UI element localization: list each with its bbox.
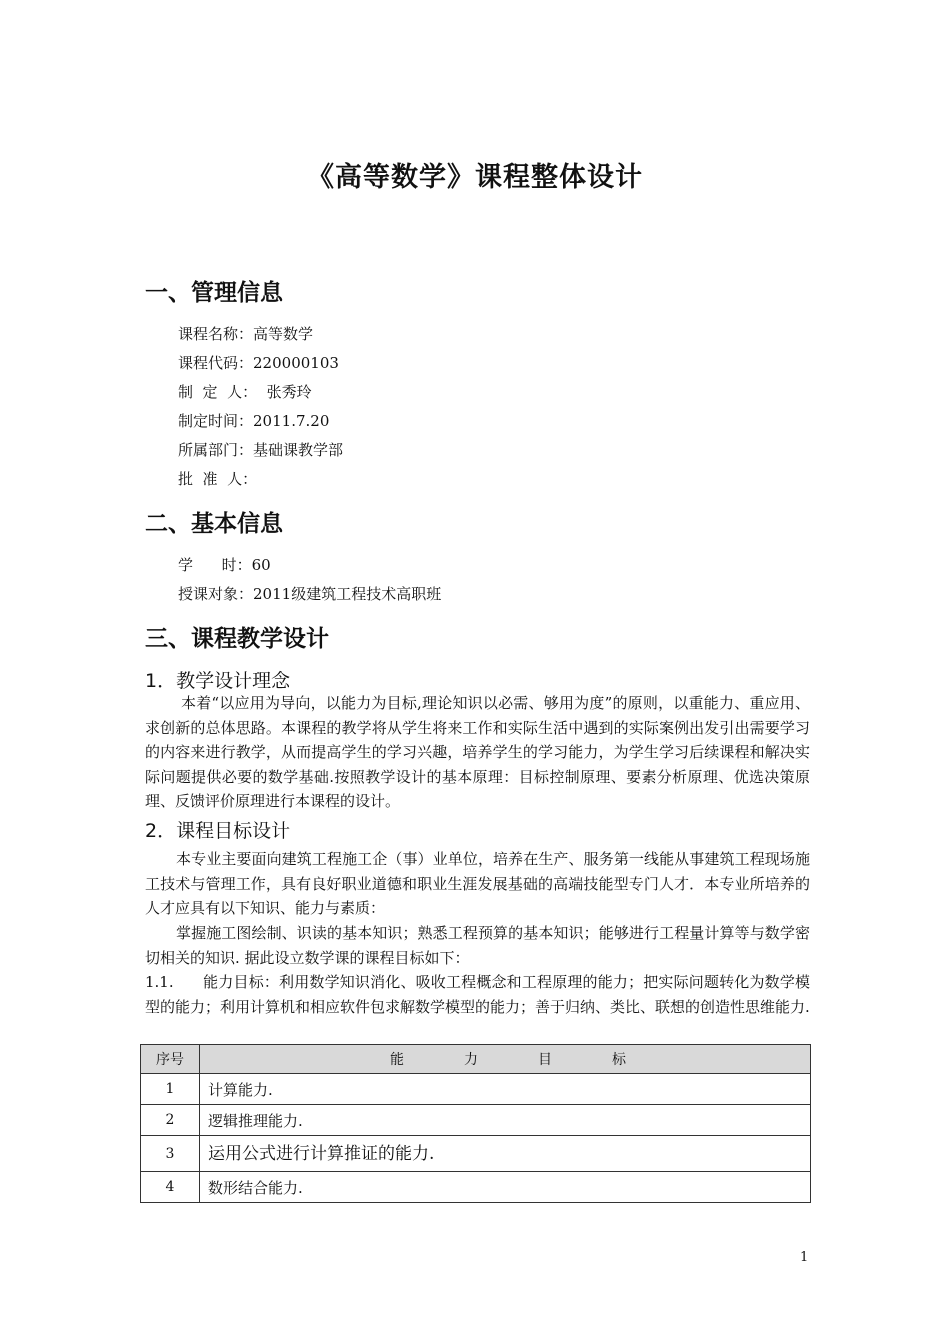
row-number: 4 bbox=[141, 1172, 200, 1203]
field-value: 2011级建筑工程技术高职班 bbox=[253, 585, 442, 603]
document-title: 《高等数学》课程整体设计 bbox=[307, 162, 643, 193]
row-text: 运用公式进行计算推证的能力. bbox=[200, 1136, 811, 1172]
subsection-heading-goals: 2．课程目标设计 bbox=[145, 820, 291, 842]
table-header-row bbox=[141, 1045, 811, 1074]
field-label: 课程代码： bbox=[178, 354, 254, 372]
list-item-ability-goal bbox=[145, 970, 810, 1019]
table-row bbox=[141, 1172, 811, 1203]
field-date bbox=[178, 410, 329, 431]
field-label: 制定时间： bbox=[178, 412, 254, 430]
paragraph-goals-2: 掌握施工图绘制、识读的基本知识；熟悉工程预算的基本知识；能够进行工程量计算等与数学密切相关的知识. 据此设立数学课的课程目标如下： bbox=[145, 924, 810, 967]
field-value: 张秀玲 bbox=[257, 383, 312, 401]
field-course-code bbox=[178, 352, 339, 373]
header-cell-number: 序号 bbox=[141, 1045, 200, 1074]
section-heading-design: 三、课程教学设计 bbox=[145, 626, 329, 652]
field-value: 2011.7.20 bbox=[253, 412, 330, 430]
field-audience bbox=[178, 583, 441, 604]
row-text: 逻辑推理能力. bbox=[200, 1105, 811, 1136]
field-department bbox=[178, 439, 343, 460]
paragraph-philosophy: 本着“以应用为导向，以能力为目标,理论知识以必需、够用为度”的原则，以重能力、重应用、求创新的总体思路。本课程的教学将从学生将来工作和实际生活中遇到的实际案例出发引出需要学习的内容来进行教学，从而提高学生的学习兴趣，培养学生的学习能力，为学生学习后续课程和解决实际问题提供必要的数学基础.按照教学设计的基本原理：目标控制原理、要素分析原理、优选决策原理、反馈评价原理进行本课程的设计。 bbox=[145, 694, 810, 811]
field-label: 所属部门： bbox=[178, 441, 254, 459]
field-course-name bbox=[178, 323, 313, 344]
subsection-heading-philosophy: 1．教学设计理念 bbox=[145, 670, 291, 692]
field-value: 60 bbox=[251, 556, 271, 574]
field-approver bbox=[178, 468, 257, 489]
list-item-text: 能力目标：利用数学知识消化、吸收工程概念和工程原理的能力；把实际问题转化为数学模型的能力；利用计算机和相应软件包求解数学模型的能力；善于归纳、类比、联想的创造性思维能力. bbox=[145, 973, 810, 1016]
field-hours bbox=[178, 554, 271, 575]
header-char: 标 bbox=[612, 1052, 626, 1068]
table-row bbox=[141, 1136, 811, 1172]
ability-goals-table bbox=[140, 1044, 811, 1203]
field-label: 授课对象： bbox=[178, 585, 254, 603]
header-char: 目 bbox=[538, 1052, 552, 1068]
page-number: 1 bbox=[800, 1250, 809, 1265]
row-text: 计算能力. bbox=[200, 1074, 811, 1105]
field-label: 课程名称： bbox=[178, 325, 254, 343]
field-label: 学 时： bbox=[178, 556, 252, 574]
header-cell-goal bbox=[200, 1045, 811, 1074]
field-label: 制 定 人： bbox=[178, 383, 258, 401]
row-text: 数形结合能力. bbox=[200, 1172, 811, 1203]
header-char: 力 bbox=[464, 1052, 478, 1068]
field-value: 220000103 bbox=[253, 354, 339, 372]
row-number: 1 bbox=[141, 1074, 200, 1105]
field-value: 基础课教学部 bbox=[253, 441, 344, 459]
field-label: 批 准 人： bbox=[178, 470, 258, 488]
list-item-number: 1.1. bbox=[145, 973, 174, 991]
header-char: 能 bbox=[390, 1052, 404, 1068]
row-number: 3 bbox=[141, 1136, 200, 1172]
field-value: 高等数学 bbox=[253, 325, 314, 343]
table-row bbox=[141, 1105, 811, 1136]
paragraph-goals-1: 本专业主要面向建筑工程施工企（事）业单位，培养在生产、服务第一线能从事建筑工程现场施工技术与管理工作，具有良好职业道德和职业生涯发展基础的高端技能型专门人才．本专业所培养的人才应具有以下知识、能力与素质： bbox=[145, 850, 810, 918]
table-row bbox=[141, 1074, 811, 1105]
row-number: 2 bbox=[141, 1105, 200, 1136]
field-author bbox=[178, 381, 312, 402]
section-heading-basic: 二、基本信息 bbox=[145, 511, 283, 537]
section-heading-management: 一、管理信息 bbox=[145, 280, 283, 306]
